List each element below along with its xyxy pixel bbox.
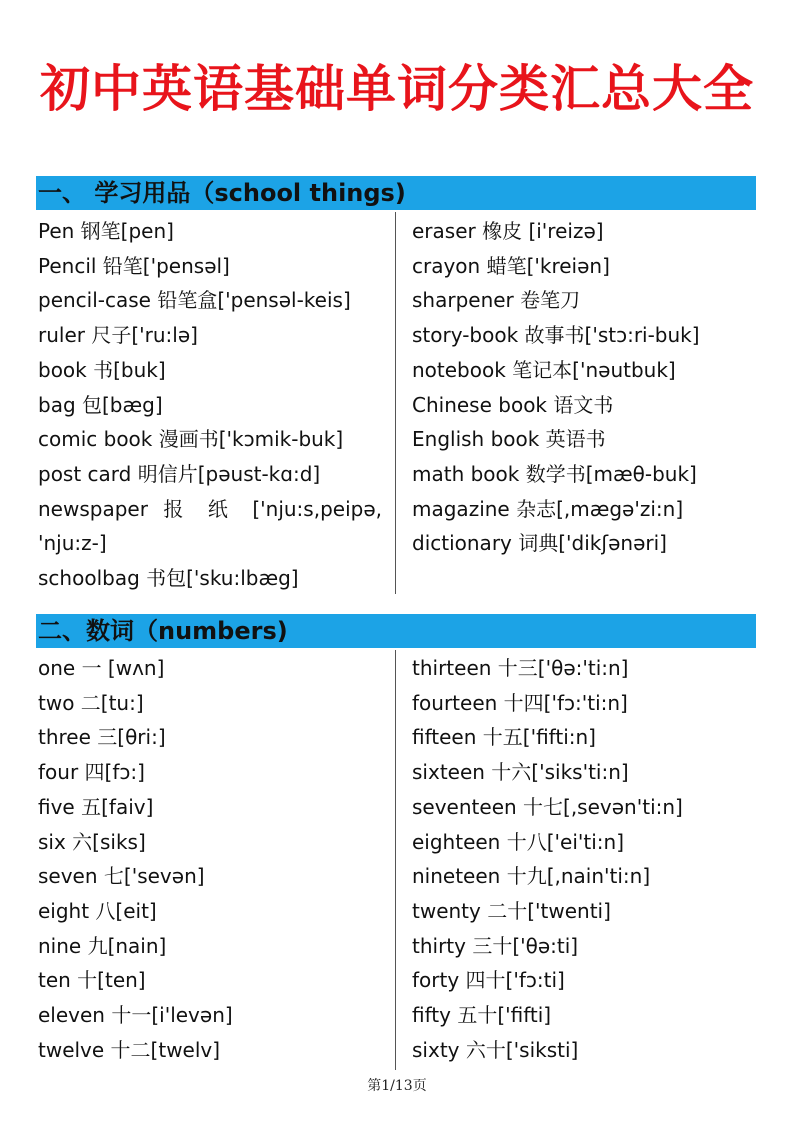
list-item: seven 七['sevən]	[38, 864, 205, 889]
list-item: twenty 二十['twenti]	[412, 898, 611, 923]
section-header-numbers: 二、数词（numbers)	[36, 614, 756, 648]
list-item: fifty 五十['fifti]	[412, 1003, 552, 1028]
list-item: book 书[buk]	[38, 357, 166, 382]
list-item: schoolbag 书包['sku:lbæg]	[38, 566, 299, 591]
list-item: English book 英语书	[412, 427, 606, 452]
list-item: two 二[tu:]	[38, 690, 144, 715]
list-item: sharpener 卷笔刀	[412, 288, 581, 313]
list-item: Chinese book 语文书	[412, 392, 614, 417]
list-item: Pen 钢笔[pen]	[38, 219, 174, 243]
list-item: nineteen 十九[,nain'ti:n]	[412, 864, 651, 889]
list-item: four 四[fɔ:]	[38, 760, 145, 785]
list-item: seventeen 十七[,sevən'ti:n]	[412, 794, 683, 819]
list-item: sixty 六十['siksti]	[412, 1037, 579, 1062]
list-item: newspaper 报 纸 ['nju:s,peipə,	[38, 496, 382, 521]
list-item: fifteen 十五['fifti:n]	[412, 725, 596, 750]
list-item: forty 四十['fɔ:ti]	[412, 968, 565, 993]
section-school-things-right-column	[412, 214, 772, 561]
list-item-continuation: 'nju:z-]	[38, 531, 107, 556]
list-item: bag 包[bæg]	[38, 392, 163, 417]
list-item: five 五[faiv]	[38, 794, 154, 819]
list-item: one 一 [wʌn]	[38, 656, 165, 680]
list-item: eleven 十一[i'levən]	[38, 1003, 233, 1028]
page-number: 第1/13页	[367, 1078, 427, 1094]
list-item: six 六[siks]	[38, 829, 146, 854]
list-item: sixteen 十六['siks'ti:n]	[412, 760, 629, 785]
list-item: three 三[θri:]	[38, 725, 166, 750]
list-item: fourteen 十四['fɔ:'ti:n]	[412, 690, 628, 715]
list-item: ten 十[ten]	[38, 968, 146, 993]
list-item: pencil-case 铅笔盒['pensəl-keis]	[38, 288, 351, 313]
list-item: comic book 漫画书['kɔmik-buk]	[38, 427, 344, 452]
list-item: eight 八[eit]	[38, 898, 157, 923]
section-school-things-left-column	[38, 214, 398, 596]
list-item: thirty 三十['θə:ti]	[412, 933, 579, 958]
section-numbers-left-column	[38, 651, 398, 1067]
list-item: nine 九[nain]	[38, 933, 167, 958]
list-item: magazine 杂志[,mægə'zi:n]	[412, 496, 684, 521]
list-item: crayon 蜡笔['kreiən]	[412, 253, 610, 278]
list-item: twelve 十二[twelv]	[38, 1037, 221, 1062]
section-header-school-things: 一、 学习用品（school things)	[36, 176, 756, 210]
list-item: eraser 橡皮 [i'reizə]	[412, 219, 604, 243]
list-item: eighteen 十八['ei'ti:n]	[412, 829, 624, 854]
list-item: math book 数学书[mæθ-buk]	[412, 461, 697, 486]
list-item: dictionary 词典['dikʃənəri]	[412, 531, 667, 556]
section-numbers-right-column	[412, 651, 772, 1067]
list-item: notebook 笔记本['nəutbuk]	[412, 357, 676, 382]
list-item: post card 明信片[pəust-kɑ:d]	[38, 461, 321, 486]
list-item: Pencil 铅笔['pensəl]	[38, 253, 230, 278]
list-item: ruler 尺子['ru:lə]	[38, 323, 198, 348]
list-item: thirteen 十三['θə:'ti:n]	[412, 656, 629, 680]
page-title: 初中英语基础单词分类汇总大全	[40, 60, 754, 118]
list-item: story-book 故事书['stɔ:ri-buk]	[412, 323, 700, 348]
